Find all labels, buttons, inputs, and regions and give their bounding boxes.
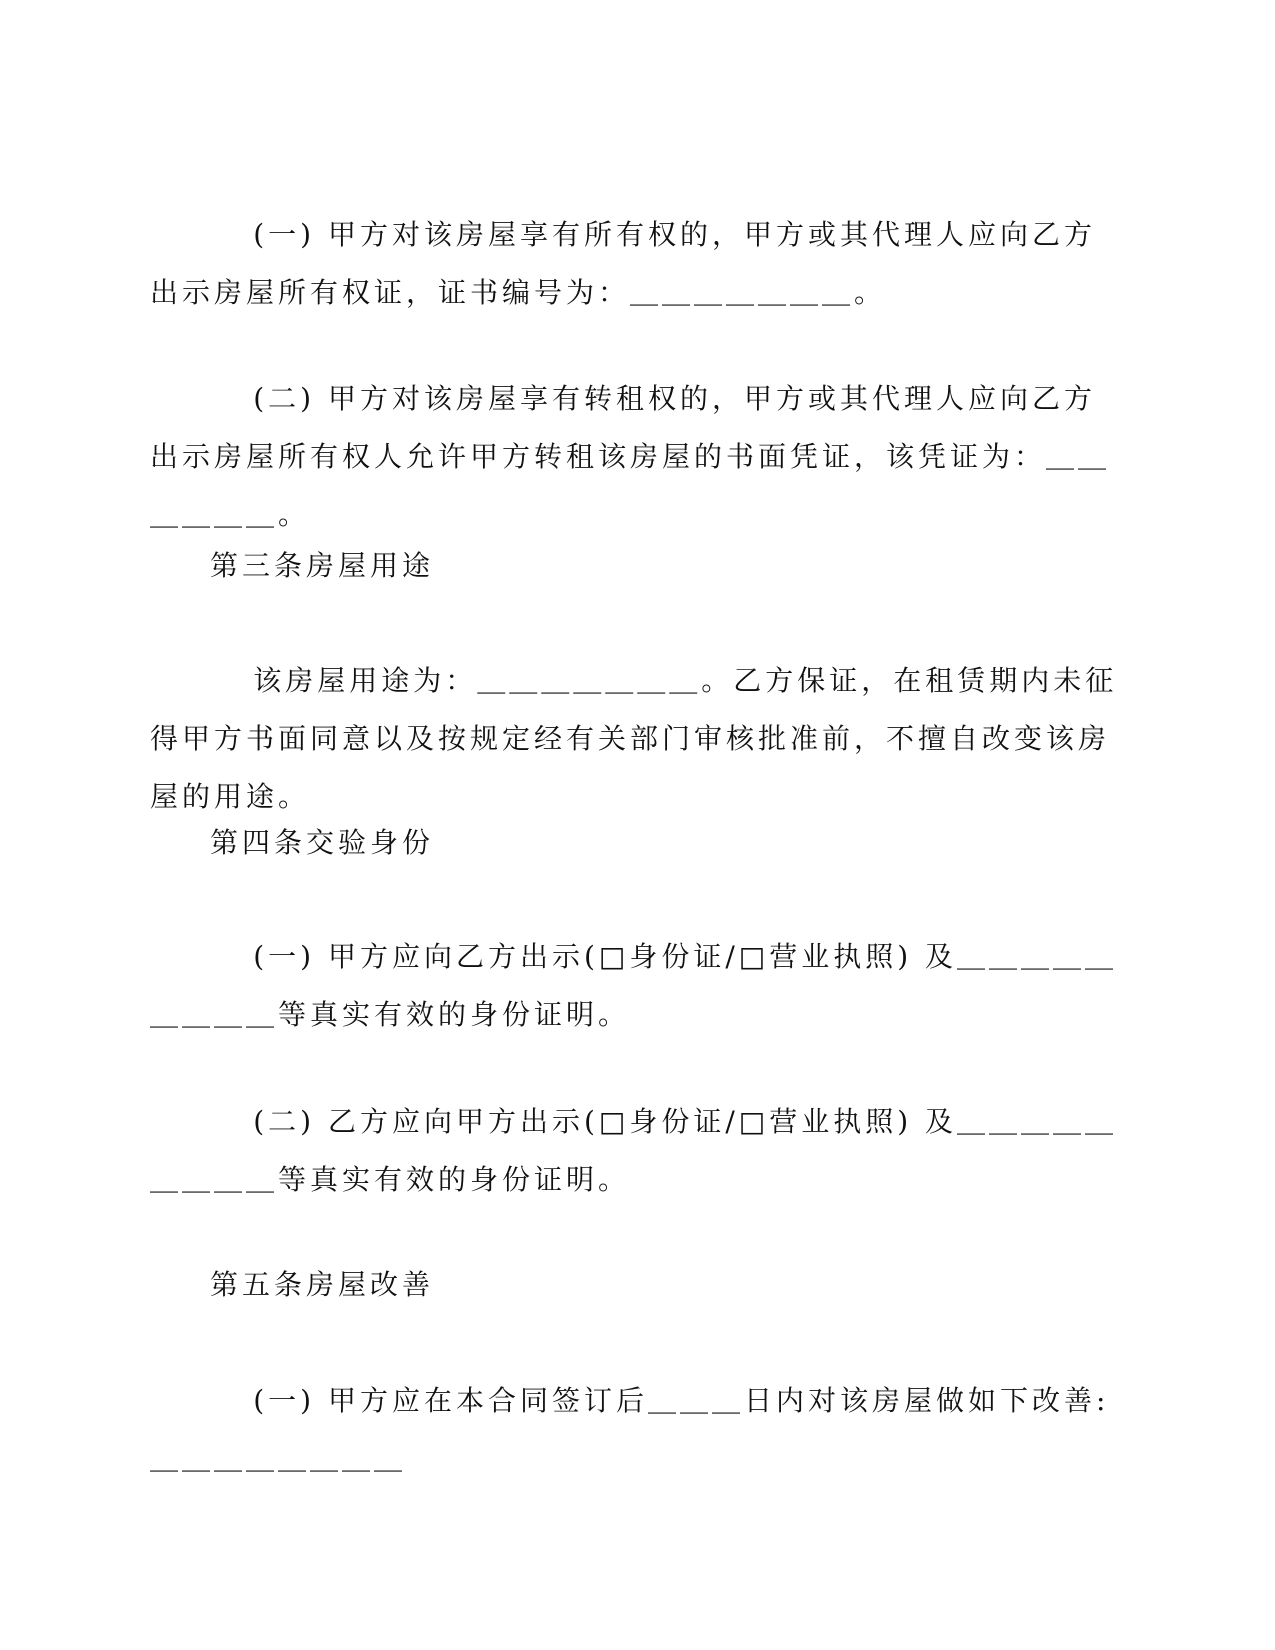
clause-4-item-2: (二) 乙方应向甲方出示(□身份证/□营业执照) 及＿＿＿＿＿＿＿＿＿等真实有效的身份证明。 bbox=[150, 1105, 1118, 1196]
clause-4-item-1: (一) 甲方应向乙方出示(□身份证/□营业执照) 及＿＿＿＿＿＿＿＿＿等真实有效的身份证明。 bbox=[150, 940, 1118, 1031]
clause-2-item-1: (一) 甲方对该房屋享有所有权的，甲方或其代理人应向乙方出示房屋所有权证，证书编号为：＿＿＿＿＿＿＿。 bbox=[150, 218, 1096, 309]
clause-5-item-1: (一) 甲方应在本合同签订后＿＿＿日内对该房屋做如下改善: ＿＿＿＿＿＿＿＿ bbox=[150, 1384, 1123, 1475]
section-heading-3: 第三条房屋用途 bbox=[210, 549, 435, 582]
clause-2-item-2: (二) 甲方对该房屋享有转租权的，甲方或其代理人应向乙方出示房屋所有权人允许甲方转租该房屋的书面凭证，该凭证为：＿＿＿＿＿＿。 bbox=[150, 382, 1111, 531]
clause-3-body: 该房屋用途为：＿＿＿＿＿＿＿。乙方保证，在租赁期内未征得甲方书面同意以及按规定经有关部门审核批准前，不擅自改变该房屋的用途。 bbox=[150, 664, 1118, 813]
section-heading-4: 第四条交验身份 bbox=[210, 826, 435, 859]
section-heading-5: 第五条房屋改善 bbox=[210, 1268, 435, 1301]
